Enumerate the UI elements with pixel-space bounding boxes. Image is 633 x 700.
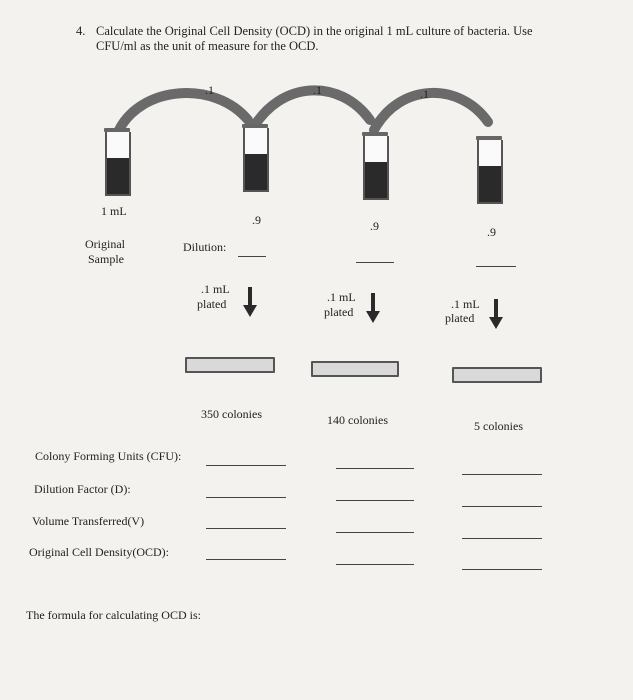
dilution-blank-2 <box>356 262 394 263</box>
diluent-volume-3: .9 <box>487 225 496 239</box>
original-sample-label-2: Sample <box>88 252 124 266</box>
transfer-volume-2: .1 <box>313 83 322 97</box>
answer-blank[interactable] <box>206 528 286 529</box>
answer-blank[interactable] <box>336 500 414 501</box>
answer-blank[interactable] <box>336 468 414 469</box>
dilution-blank-3 <box>476 266 516 267</box>
original-sample-label: Original <box>85 237 125 251</box>
transfer-arc-1 <box>118 93 248 132</box>
tube-dilution-3 <box>477 140 503 204</box>
answer-blank[interactable] <box>462 538 542 539</box>
tube-dilution-1 <box>243 128 269 192</box>
row-label-dilution-factor: Dilution Factor (D): <box>34 482 131 496</box>
answer-blank[interactable] <box>206 559 286 560</box>
transfer-arc-2 <box>252 90 370 130</box>
tube-original-sample <box>105 132 131 196</box>
answer-blank[interactable] <box>462 474 542 475</box>
transfer-arcs-diagram <box>0 0 633 200</box>
tube-dilution-2 <box>363 136 389 200</box>
question-body: Calculate the Original Cell Density (OCD) in the original 1 mL culture of bacteria. Use CFU/ml as the unit of measure for the OCD. <box>96 24 533 53</box>
plated-volume-2: .1 mL <box>327 290 356 304</box>
question-number: 4. <box>76 24 86 38</box>
diluent-volume-1: .9 <box>252 213 261 227</box>
dilution-label: Dilution: <box>183 240 227 254</box>
plated-volume-3: .1 mL <box>451 297 480 311</box>
answer-blank[interactable] <box>336 564 414 565</box>
answer-blank[interactable] <box>206 497 286 498</box>
plated-word-3: plated <box>445 311 475 325</box>
transfer-volume-1: .1 <box>205 83 214 97</box>
colony-count-2: 140 colonies <box>327 413 388 427</box>
plated-word-1: plated <box>197 297 227 311</box>
plated-volume-1: .1 mL <box>201 282 230 296</box>
transfer-arc-3 <box>374 93 488 130</box>
row-label-ocd: Original Cell Density(OCD): <box>29 545 169 559</box>
answer-blank[interactable] <box>462 506 542 507</box>
diluent-volume-2: .9 <box>370 219 379 233</box>
answer-blank[interactable] <box>206 465 286 466</box>
petri-plate-3 <box>452 367 542 383</box>
petri-plate-1 <box>185 357 275 373</box>
formula-prompt: The formula for calculating OCD is: <box>26 608 201 622</box>
colony-count-3: 5 colonies <box>474 419 523 433</box>
colony-count-1: 350 colonies <box>201 407 262 421</box>
down-arrow-icon <box>366 293 380 323</box>
original-volume-label: 1 mL <box>101 204 127 218</box>
petri-plate-2 <box>311 361 399 377</box>
dilution-blank-1 <box>238 256 266 257</box>
down-arrow-icon <box>489 299 503 329</box>
row-label-cfu: Colony Forming Units (CFU): <box>35 449 182 463</box>
plated-word-2: plated <box>324 305 354 319</box>
answer-blank[interactable] <box>336 532 414 533</box>
transfer-volume-3: .1 <box>420 87 429 101</box>
row-label-volume-transferred: Volume Transferred(V) <box>32 514 145 528</box>
answer-blank[interactable] <box>462 569 542 570</box>
down-arrow-icon <box>243 287 257 317</box>
